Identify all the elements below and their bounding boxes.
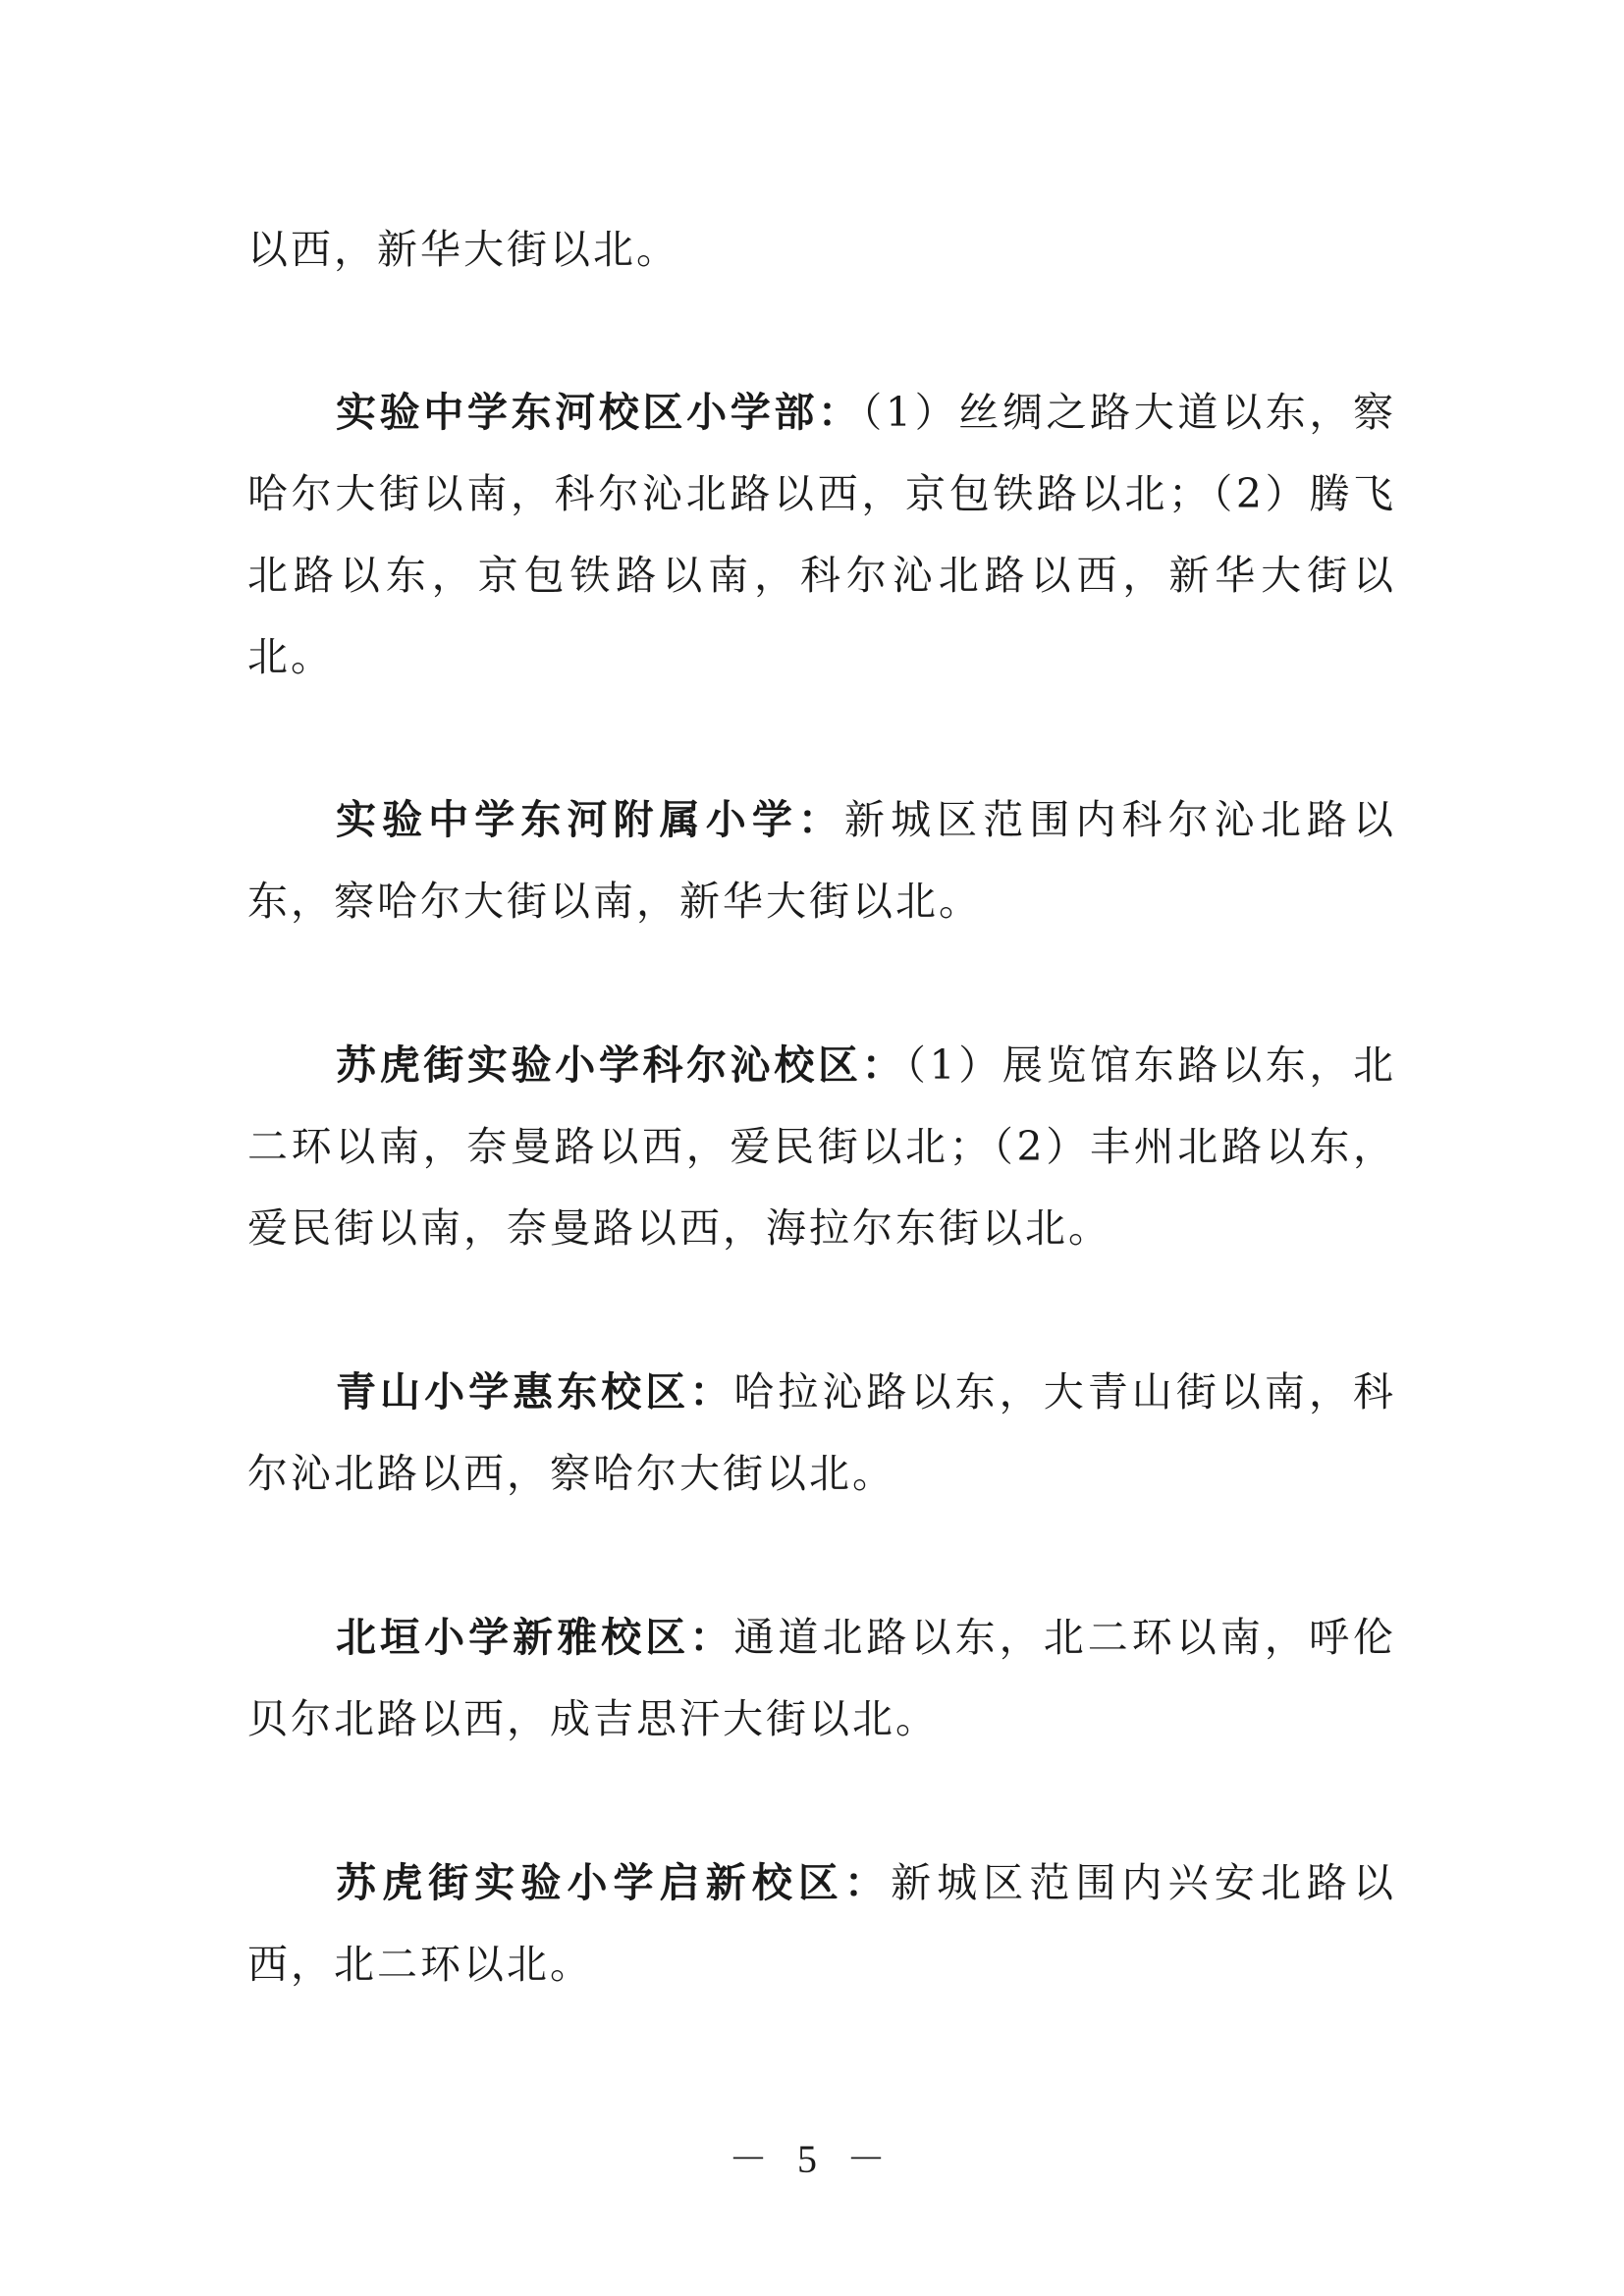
paragraph-text: 以西，新华大街以北。	[247, 226, 679, 273]
paragraph-shiyan-donghe-affiliated	[247, 779, 1396, 942]
paragraph-text: 新城区范围内科尔沁北路以东，察哈尔大街以南，新华大街以北。	[247, 796, 1396, 925]
paragraph-shiyan-donghe-primary	[247, 372, 1396, 698]
school-name-label: 实验中学东河附属小学：	[336, 796, 844, 843]
school-name-label: 青山小学惠东校区：	[336, 1368, 734, 1415]
paragraph-text: 新城区范围内兴安北路以西，北二环以北。	[247, 1859, 1397, 1988]
paragraph-text: （1）丝绸之路大道以东，察哈尔大街以南，科尔沁北路以西，京包铁路以北；（2）腾飞北路以东，京包铁路以南，科尔沁北路以西，新华大街以北。	[247, 389, 1396, 680]
school-name-label: 实验中学东河校区小学部：	[336, 389, 862, 436]
paragraph-text: （1）展览馆东路以东，北二环以南，奈曼路以西，爱民街以北；（2）丰州北路以东，爱民街以南，奈曼路以西，海拉尔东街以北。	[247, 1041, 1396, 1252]
school-name-label: 苏虎街实验小学科尔沁校区：	[336, 1041, 906, 1089]
page-number: － 5 －	[729, 2137, 895, 2181]
paragraph-suhujie-keerqin	[247, 1025, 1396, 1269]
paragraph-suhujie-qixin	[247, 1842, 1396, 2005]
paragraph-qingshan-huidong	[247, 1352, 1396, 1515]
paragraph-text: 哈拉沁路以东，大青山街以南，科尔沁北路以西，察哈尔大街以北。	[247, 1368, 1396, 1497]
school-name-label: 苏虎街实验小学启新校区：	[336, 1859, 892, 1906]
school-name-label: 北垣小学新雅校区：	[336, 1614, 734, 1661]
paragraph-continuation	[247, 209, 1396, 291]
paragraph-text: 通道北路以东，北二环以南，呼伦贝尔北路以西，成吉思汗大街以北。	[247, 1614, 1396, 1742]
paragraph-beiyuan-xinya	[247, 1597, 1396, 1760]
